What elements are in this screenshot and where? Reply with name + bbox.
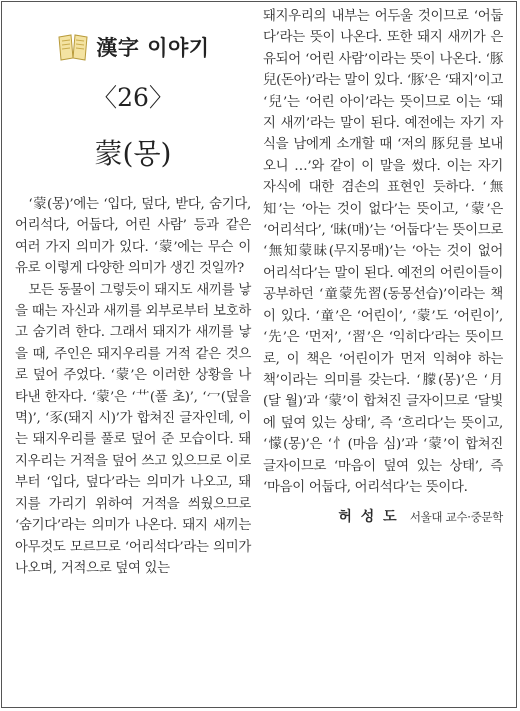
book-icon — [56, 32, 90, 62]
byline — [263, 506, 503, 526]
author-affiliation: 서울대 교수·중문학 — [409, 510, 503, 525]
right-body-text — [263, 6, 503, 498]
left-column — [15, 30, 251, 579]
right-column — [263, 0, 503, 526]
series-title: 漢字 이야기 — [96, 36, 210, 60]
left-body-text — [15, 194, 251, 579]
paragraph: 모든 동물이 그렇듯이 돼지도 새끼를 낳을 때는 자신과 새끼를 외부로부터 보호하고 숨기려 한다. 그래서 돼지가 새끼를 낳을 때, 주인은 돼지우리를 거적 같은 것으로 덮어 주었다. ‘蒙’은 이러한 상황을 나타낸 한자다. ‘蒙’은 ‘艹(풀 초)’, ‘冖(덮을 멱)’, ‘豕(돼지 시)’가 합쳐진 글자인데, 이는 돼지우리를 풀로 덮어 준 모습이다. 돼지우리는 거적을 덮어 쓰고 있으므로 이로부터 ‘입다, 덮다’라는 의미가 나오고, 돼지를 가리기 위하여 거적을 씌웠으므로 ‘숨기다’라는 의미가 나온다. 돼지 새끼는 아무것도 모르므로 ‘어리석다’라는 의미가 나오며, 거적으로 덮여 있는 — [15, 282, 251, 576]
issue-number: 〈26〉 — [92, 83, 174, 112]
author-name: 허 성 도 — [338, 509, 399, 526]
series-header — [15, 30, 251, 64]
paragraph: ‘蒙(몽)’에는 ‘입다, 덮다, 받다, 숨기다, 어리석다, 어둡다, 어린 사람’ 등과 같은 여러 가지 의미가 있다. ‘蒙’에는 무슨 이유로 이렇게 다양한 의미가 생긴 것일까? — [15, 197, 251, 277]
topic-title: 蒙(몽) — [94, 137, 172, 170]
paragraph-continued: 돼지우리의 내부는 어두울 것이므로 ‘어둡다’라는 뜻이 나온다. 또한 돼지 새끼가 은유되어 ‘어린 사람’이라는 뜻이 나온다. ‘豚兒(돈아)’라는 말이 있다. ‘豚’은 ‘돼지’이고 ‘兒’는 ‘어린 아이’라는 뜻이므로 이는 ‘돼지 새끼’라는 말이 된다. 예전에는 자기 자식을 남에게 소개할 때 ‘저의 豚兒를 보내오니 …’와 같이 이 말을 썼다. 이는 자기 자식에 대한 겸손의 표현인 듯하다. ‘無知’는 ‘아는 것이 없다’는 뜻이고, ‘蒙’은 ‘어리석다’, ‘昧(매)’는 ‘어둡다’는 뜻이므로 ‘無知蒙昧(무지몽매)’는 ‘아는 것이 없어 어리석다’는 말이 된다. 예전의 어린이들이 공부하던 ‘童蒙先習(동몽선습)’이라는 책이 있다. ‘童’은 ‘어린이’, ‘蒙’도 ‘어린이’, ‘先’은 ‘먼저’, ‘習’은 ‘익히다’라는 뜻이므로, 이 책은 ‘어린이가 먼저 익혀야 하는 책’이라는 의미를 갖는다. ‘朦(몽)’은 ‘月(달 월)’과 ‘蒙’이 합쳐진 글자이므로 ‘달빛에 덮여 있는 상태’, 즉 ‘흐리다’는 뜻이고, ‘懞(몽)’은 ‘忄(마음 심)’과 ‘蒙’이 합쳐진 글자이므로 ‘마음이 덮여 있는 상태’, 즉 ‘마음이 어둡다, 어리석다’는 뜻이다. — [263, 9, 503, 495]
